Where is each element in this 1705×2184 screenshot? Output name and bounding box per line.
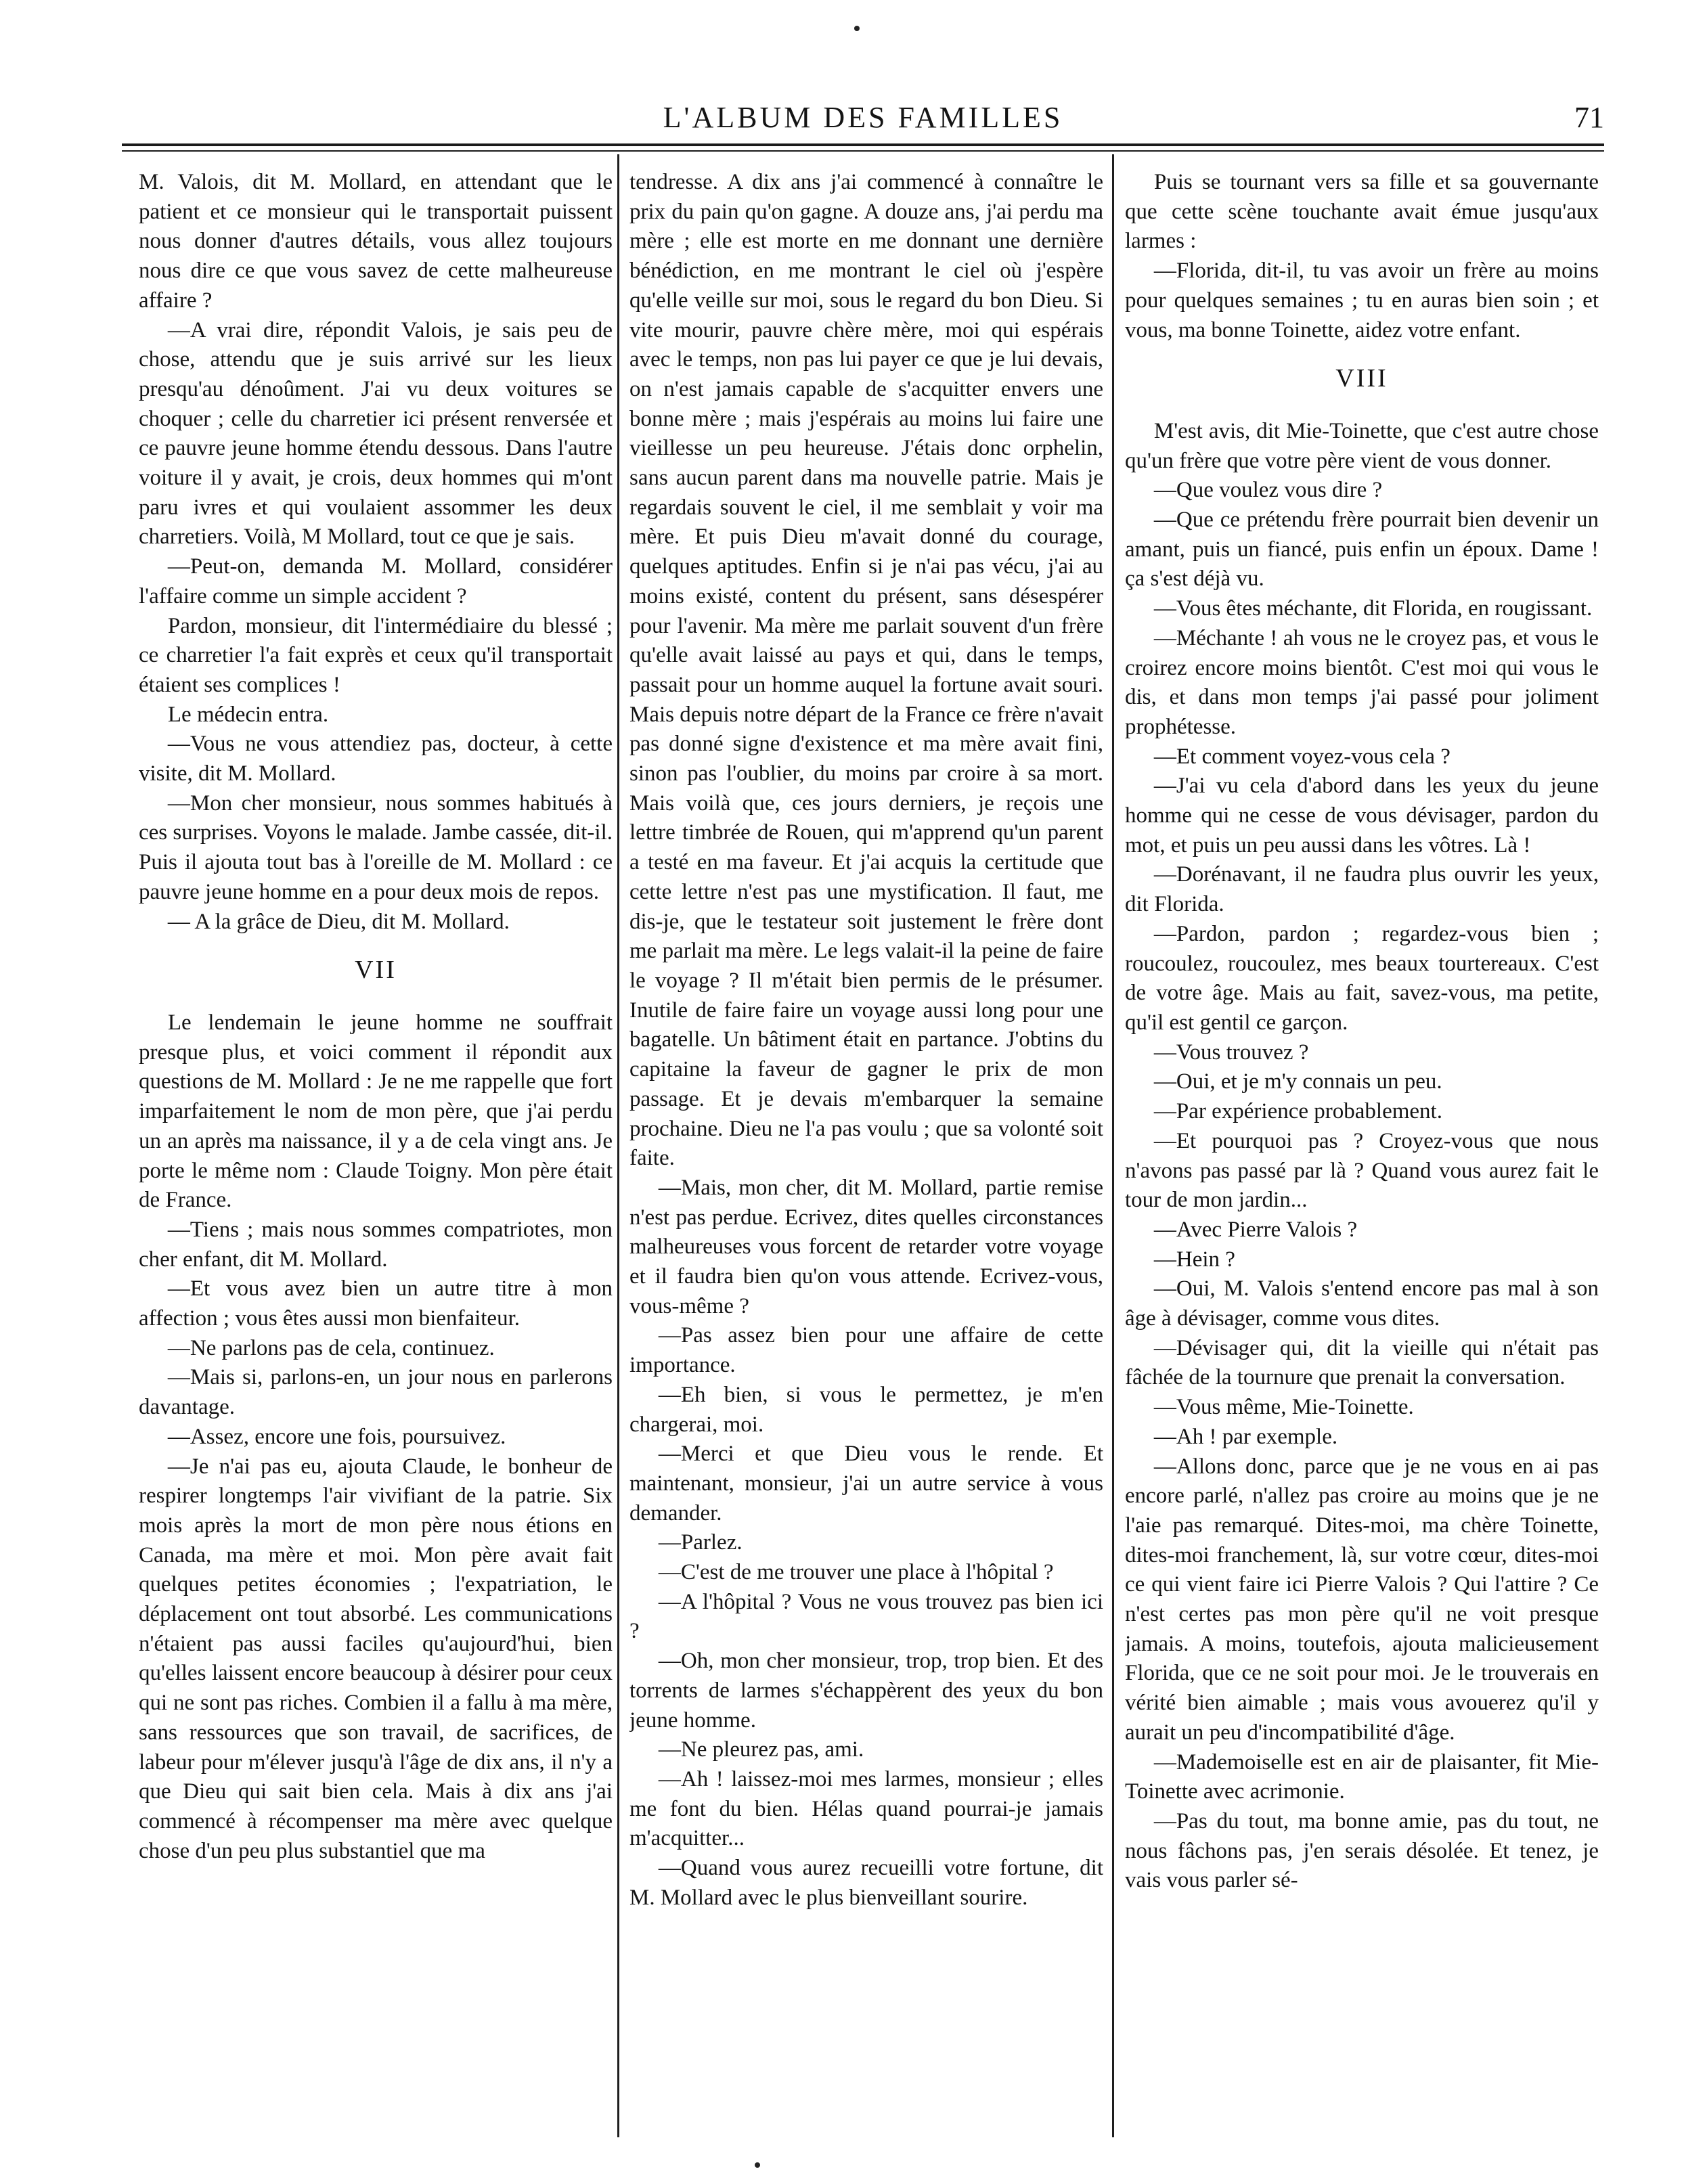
paragraph: —Je n'ai pas eu, ajouta Claude, le bonheur de respirer longtemps l'air vivifiant de la patrie. Six mois après la mort de mon père nous étions en Canada, ma mère et moi. Mon père avait fait quelques petites économies ; l'expatriation, le déplacement ont tout absorbé. Les communications n'étaient pas aussi faciles qu'aujourd'hui, bien qu'elles laissent encore beaucoup à désirer pour ceux qui ne sont pas riches. Combien il a fallu à ma mère, sans ressources que son travail, de sacrifices, de labeur pour m'élever jusqu'à l'âge de dix ans, il n'y a que Dieu qui sait bien cela. Mais à dix ans j'ai commencé à récompenser ma mère avec quelque chose d'un peu plus substantiel que ma <box>139 1454 613 1863</box>
paragraph: —Et pourquoi pas ? Croyez-vous que nous n'avons pas passé par là ? Quand vous aurez fait le tour de mon jardin... <box>1125 1128 1599 1213</box>
paragraph: —A l'hôpital ? Vous ne vous trouvez pas bien ici ? <box>629 1589 1103 1644</box>
section-heading: VII <box>355 956 397 985</box>
header-rule-thick <box>122 143 1604 146</box>
paragraph: —Oui, et je m'y connais un peu. <box>1153 1069 1442 1094</box>
page-number: 71 <box>1574 101 1604 134</box>
paragraph: —Et comment voyez-vous cela ? <box>1153 744 1451 769</box>
paragraph: —J'ai vu cela d'abord dans les yeux du jeune homme qui ne cesse de vous dévisager, pardon du mot, et puis un peu aussi dans les vôtres. Là ! <box>1125 774 1599 857</box>
paragraph: Le médecin entra. <box>167 702 329 727</box>
paragraph: —Ne parlons pas de cela, continuez. <box>167 1335 495 1360</box>
paragraph: —Pas du tout, ma bonne amie, pas du tout, ne nous fâchons pas, j'en serais désolée. Et tenez, je vais vous parler sé- <box>1125 1808 1599 1893</box>
page-header <box>122 100 1604 141</box>
paragraph: Le lendemain le jeune homme ne souffrait presque plus, et voici comment il répondit aux questions de M. Mollard : Je ne me rappelle que fort imparfaitement le nom de mon père, que j'ai perdu un an après ma naissance, il y a de cela vingt ans. Je porte le même nom : Claude Toigny. Mon père était de France. <box>139 1010 613 1213</box>
paragraph: —Parlez. <box>658 1530 743 1555</box>
paragraph: tendresse. A dix ans j'ai commencé à connaître le prix du pain qu'on gagne. A douze ans, j'ai perdu ma mère ; elle est morte en me donnant une dernière bénédiction, en me montrant le ciel où j'espère qu'elle veille sur moi, sous le regard du bon Dieu. Si vite mourir, pauvre chère mère, moi qui espérais avec le temps, non pas lui payer ce que je lui devais, on n'est jamais capable de s'acquitter envers une bonne mère ; mais j'espérais au moins lui faire une vieillesse un peu heureuse. J'étais donc orphelin, sans aucun parent dans ma nouvelle patrie. Mais je regardais souvent le ciel, il me semblait y voir ma mère. Et puis Dieu m'avait donné du courage, quelques aptitudes. Enfin si je n'ai pas vécu, j'ai au moins existé, content du présent, sans désespérer pour l'avenir. Ma mère me parlait souvent d'un frère qu'elle avait laissé au pays et qui, dans le temps, passait pour un homme auquel la fortune avait souri. Mais depuis notre départ de la France ce frère n'avait pas donné signe d'existence et ma mère avait fini, sinon pas l'oublier, du moins par croire à sa mort. Mais voilà que, ces jours derniers, je reçois une lettre timbrée de Rouen, qui m'apprend qu'un parent a testé en ma faveur. Et j'ai acquis la certitude que cette lettre n'est pas une mystification. Il faut, me dis-je, que le testateur soit justement le frère dont me parlait ma mère. Le legs valait-il la peine de faire le voyage ? Il m'était bien permis de le présumer. Inutile de faire faire un voyage aussi long pour une bagatelle. Un bâtiment était en partance. J'obtins du capitaine la faveur de gagner le prix de mon passage. Et je devais m'embarquer la semaine prochaine. Dieu ne l'a pas voulu ; que sa volonté soit faite. <box>629 170 1103 1171</box>
paragraph: —Que ce prétendu frère pourrait bien devenir un amant, puis un fiancé, puis enfin un époux. Dame ! ça s'est déjà vu. <box>1125 508 1599 592</box>
column-divider-1 <box>617 154 619 2137</box>
paragraph: —A vrai dire, répondit Valois, je sais peu de chose, attendu que je suis arrivé sur les lieux presqu'au dénoûment. J'ai vu deux voitures se choquer ; celle du charretier ici présent renversée et ce pauvre jeune homme étendu dessous. Dans l'autre voiture il y avait, je crois, deux hommes qui m'ont paru ivres et qui voulaient assommer les deux charretiers. Voilà, M Mollard, tout ce que je sais. <box>139 317 613 550</box>
paragraph: —Ah ! laissez-moi mes larmes, monsieur ; elles me font du bien. Hélas quand pourrai-je jamais m'acquitter... <box>629 1766 1103 1851</box>
paragraph: —Vous êtes méchante, dit Florida, en rougissant. <box>1153 596 1593 621</box>
paragraph: —Peut-on, demanda M. Mollard, considérer l'affaire comme un simple accident ? <box>139 554 613 608</box>
paragraph: —Quand vous aurez recueilli votre fortune, dit M. Mollard avec le plus bienveillant sourire. <box>629 1856 1103 1910</box>
paragraph: —Oh, mon cher monsieur, trop, trop bien. Et des torrents de larmes s'échappèrent des yeux du bon jeune homme. <box>629 1649 1103 1733</box>
paragraph: —Pardon, pardon ; regardez-vous bien ; roucoulez, roucoulez, mes beaux tourtereaux. C'est de votre âge. Mais au fait, savez-vous, ma petite, qu'il est gentil ce garçon. <box>1125 921 1599 1035</box>
paragraph: —Tiens ; mais nous sommes compatriotes, mon cher enfant, dit M. Mollard. <box>139 1217 613 1272</box>
print-speck <box>854 26 860 31</box>
paragraph: —Ne pleurez pas, ami. <box>658 1737 864 1762</box>
print-speck <box>755 2162 760 2168</box>
paragraph: —Dorénavant, il ne faudra plus ouvrir les yeux, dit Florida. <box>1125 862 1599 917</box>
paragraph: —Vous même, Mie-Toinette. <box>1153 1395 1414 1420</box>
paragraph: — A la grâce de Dieu, dit M. Mollard. <box>167 909 510 934</box>
paragraph: —Florida, dit-il, tu vas avoir un frère au moins pour quelques semaines ; tu en auras bien soin ; et vous, ma bonne Toinette, aidez votre enfant. <box>1125 259 1599 342</box>
header-rule-thin <box>122 150 1604 152</box>
paragraph: M'est avis, dit Mie-Toinette, que c'est autre chose qu'un frère que votre père vient de vous donner. <box>1125 418 1599 473</box>
paragraph: —Merci et que Dieu vous le rende. Et maintenant, monsieur, j'ai un autre service à vous demander. <box>629 1442 1103 1525</box>
paragraph: —C'est de me trouver une place à l'hôpital ? <box>658 1560 1054 1585</box>
paragraph: Puis se tournant vers sa fille et sa gouvernante que cette scène touchante avait émue jusqu'aux larmes : <box>1125 170 1599 254</box>
paragraph: —Eh bien, si vous le permettez, je m'en chargerai, moi. <box>629 1382 1103 1437</box>
paragraph: —Avec Pierre Valois ? <box>1153 1217 1358 1242</box>
paragraph: —Pas assez bien pour une affaire de cette importance. <box>629 1323 1103 1378</box>
column-divider-2 <box>1112 154 1114 2137</box>
paragraph: —Dévisager qui, dit la vieille qui n'était pas fâchée de la tournure que prenait la conversation. <box>1125 1335 1599 1390</box>
paragraph: —Oui, M. Valois s'entend encore pas mal à son âge à dévisager, comme vous dites. <box>1125 1276 1599 1331</box>
paragraph: —Mademoiselle est en air de plaisanter, fit Mie-Toinette avec acrimonie. <box>1125 1750 1599 1804</box>
paragraph: —Et vous avez bien un autre titre à mon affection ; vous êtes aussi mon bienfaiteur. <box>139 1276 613 1331</box>
paragraph: —Méchante ! ah vous ne le croyez pas, et vous le croirez encore moins bientôt. C'est moi qui vous le dis, et dans mon temps j'ai passé pour joliment prophétesse. <box>1125 625 1599 739</box>
section-heading: VIII <box>1335 364 1388 393</box>
paragraph: —Hein ? <box>1153 1247 1235 1272</box>
text-column-3 <box>1125 168 1599 2151</box>
paragraph: —Mais si, parlons-en, un jour nous en parlerons davantage. <box>139 1365 613 1420</box>
paragraph: —Mon cher monsieur, nous sommes habitués à ces surprises. Voyons le malade. Jambe cassée, dit-il. Puis il ajouta tout bas à l'oreille de M. Mollard : ce pauvre jeune homme en a pour deux mois de repos. <box>139 790 613 904</box>
paragraph: —Mais, mon cher, dit M. Mollard, partie remise n'est pas perdue. Ecrivez, dites quelles circonstances malheureuses vous forcent de retarder votre voyage et il faudra bien qu'on vous attende. Ecrivez-vous, vous-même ? <box>629 1175 1103 1318</box>
paragraph: —Assez, encore une fois, poursuivez. <box>167 1424 506 1449</box>
paragraph: —Ah ! par exemple. <box>1153 1424 1338 1449</box>
paragraph: —Que voulez vous dire ? <box>1153 478 1383 503</box>
paragraph: —Vous ne vous attendiez pas, docteur, à cette visite, dit M. Mollard. <box>139 732 613 786</box>
paragraph: M. Valois, dit M. Mollard, en attendant que le patient et ce monsieur qui le transportait puissent nous donner d'autres détails, vous allez toujours nous dire ce que vous savez de cette malheureuse affaire ? <box>139 170 613 313</box>
paragraph: —Par expérience probablement. <box>1153 1099 1442 1124</box>
text-column-2 <box>629 168 1103 2151</box>
text-column-1 <box>139 168 613 2151</box>
paragraph: —Vous trouvez ? <box>1153 1040 1309 1065</box>
paragraph: —Allons donc, parce que je ne vous en ai pas encore parlé, n'allez pas croire au moins que je ne l'aie pas remarqué. Dites-moi, ma chère Toinette, dites-moi franchement, là, sur votre cœur, dites-moi ce qui vient faire ici Pierre Valois ? Qui l'attire ? Ce n'est certes pas mon père qu'il ne voit presque jamais. A moins, toutefois, ajouta malicieusement Florida, que ce ne soit pour moi. Je le trouverais en vérité bien aimable ; mais vous avouerez qu'il y aurait un peu d'incompatibilité d'âge. <box>1125 1454 1599 1745</box>
running-title: L'ALBUM DES FAMILLES <box>663 101 1063 134</box>
paragraph: Pardon, monsieur, dit l'intermédiaire du blessé ; ce charretier l'a fait exprès et ceux qu'il transportait étaient ses complices ! <box>139 613 613 697</box>
